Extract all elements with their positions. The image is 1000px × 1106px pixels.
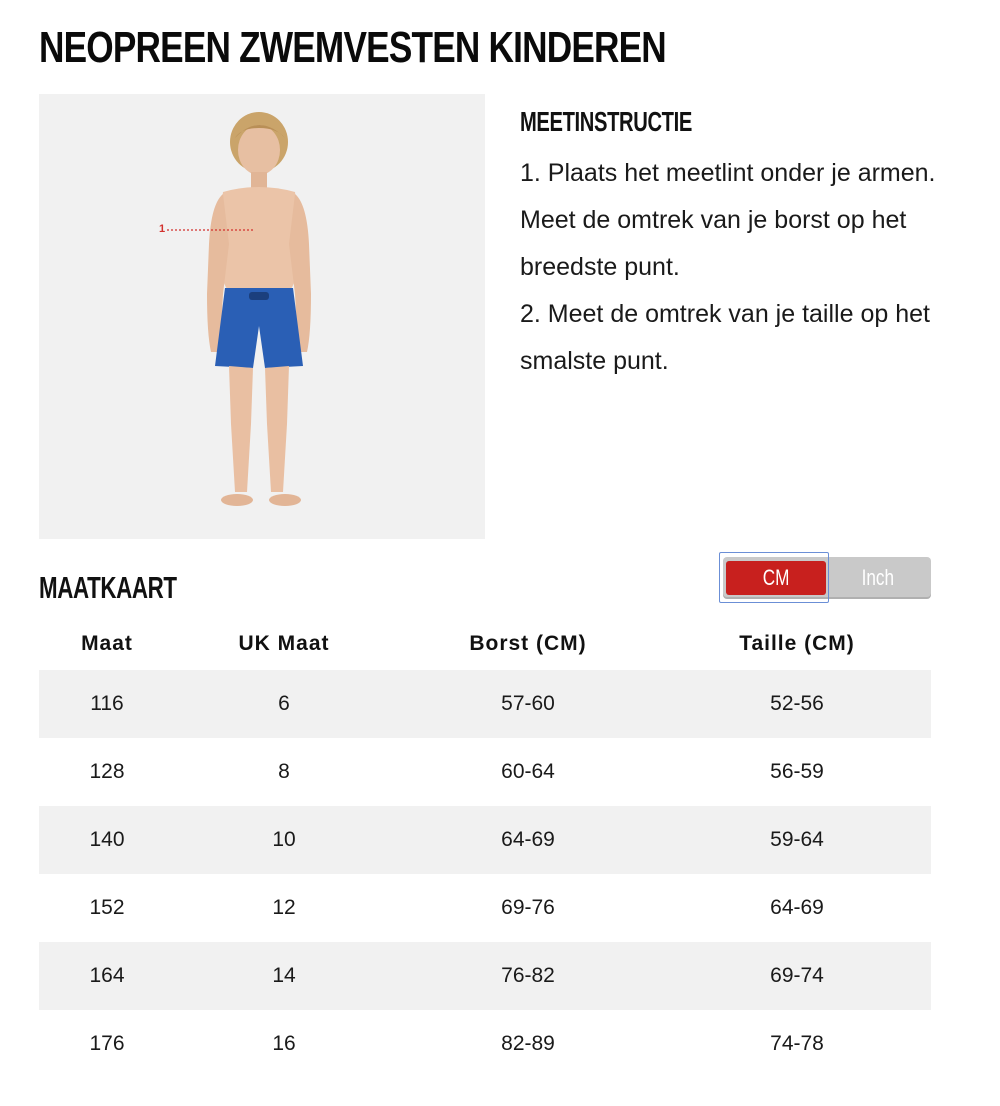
cell-borst: 82-89 [393, 1010, 663, 1078]
cell-uk-maat: 8 [175, 738, 393, 806]
cell-maat: 176 [39, 1010, 175, 1078]
child-figure-illustration [39, 94, 485, 539]
cell-taille: 56-59 [663, 738, 931, 806]
cell-uk-maat: 12 [175, 874, 393, 942]
column-header-taille: Taille (CM) [739, 632, 855, 655]
cell-taille: 64-69 [663, 874, 931, 942]
size-chart-heading: MAATKAART [39, 570, 177, 605]
cell-uk-maat: 14 [175, 942, 393, 1010]
cell-uk-maat: 10 [175, 806, 393, 874]
measure-marker-label: 1 [159, 223, 166, 235]
table-header-row [39, 618, 931, 670]
cell-maat: 164 [39, 942, 175, 1010]
cell-maat: 128 [39, 738, 175, 806]
page-title: NEOPREEN ZWEMVESTEN KINDEREN [39, 23, 666, 72]
instructions-text [520, 150, 940, 385]
cell-borst: 76-82 [393, 942, 663, 1010]
size-table [39, 618, 931, 1078]
cell-taille: 74-78 [663, 1010, 931, 1078]
cell-uk-maat: 6 [175, 670, 393, 738]
column-header-maat: Maat [81, 632, 133, 655]
cell-maat: 152 [39, 874, 175, 942]
cell-taille: 52-56 [663, 670, 931, 738]
cell-maat: 140 [39, 806, 175, 874]
table-row [39, 942, 931, 1010]
instructions-heading: MEETINSTRUCTIE [520, 106, 692, 137]
table-row [39, 806, 931, 874]
cell-taille: 69-74 [663, 942, 931, 1010]
unit-toggle [719, 552, 931, 602]
cell-taille: 59-64 [663, 806, 931, 874]
table-row [39, 670, 931, 738]
instruction-step-1: 1. Plaats het meetlint onder je armen. Meet de omtrek van je borst op het breedste punt. [520, 159, 936, 281]
cell-maat: 116 [39, 670, 175, 738]
table-row [39, 1010, 931, 1078]
cell-borst: 60-64 [393, 738, 663, 806]
table-row [39, 874, 931, 942]
column-header-uk-maat: UK Maat [238, 632, 330, 655]
cell-uk-maat: 16 [175, 1010, 393, 1078]
cell-borst: 64-69 [393, 806, 663, 874]
cell-borst: 57-60 [393, 670, 663, 738]
cell-borst: 69-76 [393, 874, 663, 942]
unit-cm-button[interactable]: CM [726, 561, 826, 595]
instruction-step-2: 2. Meet de omtrek van je taille op het smalste punt. [520, 300, 930, 375]
column-header-borst: Borst (CM) [469, 632, 587, 655]
measurement-photo [39, 94, 485, 539]
table-row [39, 738, 931, 806]
unit-inch-button[interactable]: Inch [861, 565, 895, 590]
